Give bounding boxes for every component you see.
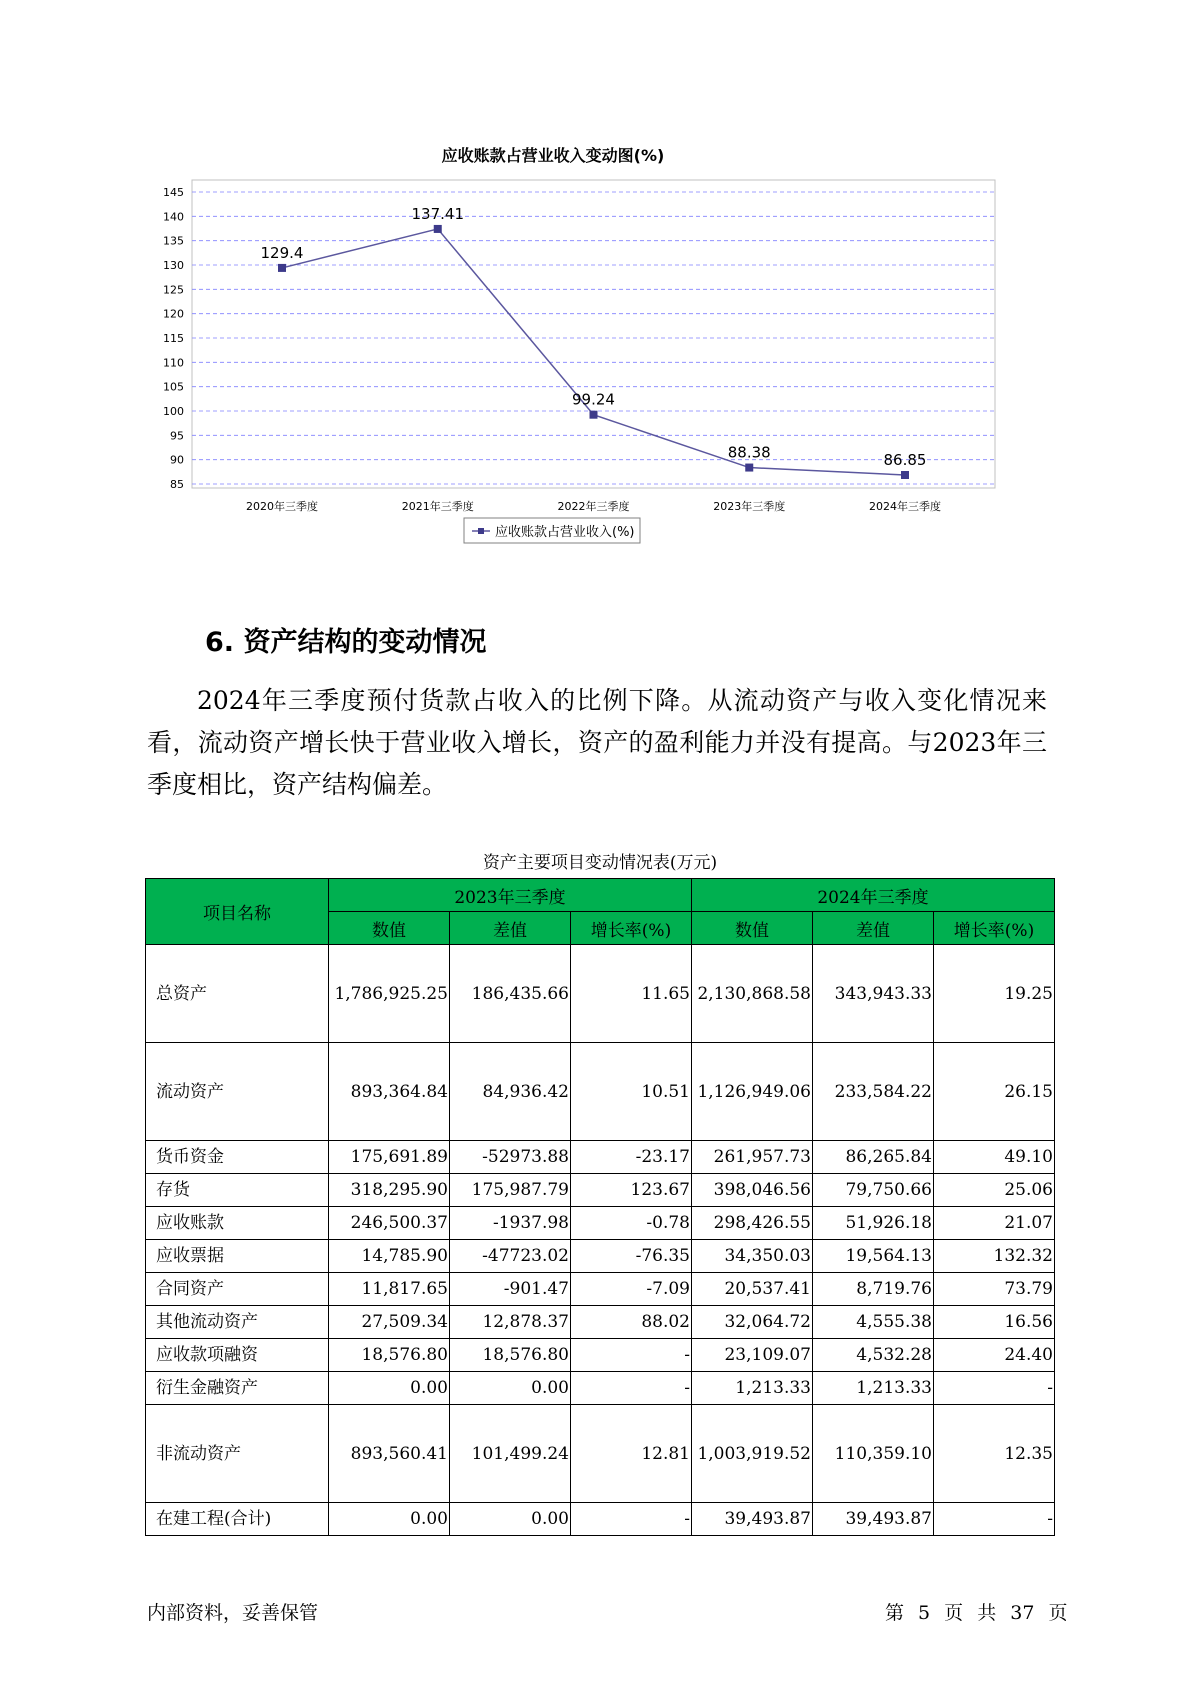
table-caption: 资产主要项目变动情况表(万元)	[482, 853, 718, 873]
table-row	[146, 1273, 1055, 1306]
table-cell: 39,493.87	[813, 1503, 934, 1536]
table-cell: -	[571, 1372, 692, 1405]
table-cell: 0.00	[329, 1503, 450, 1536]
x-tick-label: 2021年三季度	[401, 500, 474, 513]
x-tick-label: 2022年三季度	[557, 500, 630, 513]
table-cell: 1,213.33	[692, 1372, 813, 1405]
chart-title: 应收账款占营业收入变动图(%)	[441, 146, 665, 165]
table-cell: -7.09	[571, 1273, 692, 1306]
header-value: 数值	[329, 912, 450, 945]
row-label: 应收账款	[146, 1207, 329, 1240]
row-label: 应收款项融资	[146, 1339, 329, 1372]
data-point	[278, 264, 286, 272]
y-tick-label: 115	[163, 332, 184, 345]
table-cell: 175,691.89	[329, 1141, 450, 1174]
table-cell: -	[571, 1339, 692, 1372]
header-diff: 差值	[450, 912, 571, 945]
row-label: 衍生金融资产	[146, 1372, 329, 1405]
table-cell: 110,359.10	[813, 1405, 934, 1503]
table-cell: 132.32	[934, 1240, 1055, 1273]
table-cell: -0.78	[571, 1207, 692, 1240]
header-value: 数值	[692, 912, 813, 945]
footer-page-number: 第 5 页 共 37 页	[885, 1602, 1068, 1624]
table-row	[146, 1141, 1055, 1174]
table-cell: 11.65	[571, 945, 692, 1043]
data-point	[745, 464, 753, 472]
table-cell: 27,509.34	[329, 1306, 450, 1339]
row-label: 总资产	[146, 945, 329, 1043]
x-tick-label: 2020年三季度	[246, 500, 318, 513]
table-cell: 1,003,919.52	[692, 1405, 813, 1503]
data-label: 99.24	[572, 390, 615, 409]
data-label: 137.41	[411, 204, 464, 223]
table-cell: 10.51	[571, 1043, 692, 1141]
table-cell: 25.06	[934, 1174, 1055, 1207]
table-cell: -	[571, 1503, 692, 1536]
y-tick-label: 85	[170, 478, 184, 491]
y-axis-ticks	[163, 186, 184, 491]
table-cell: 186,435.66	[450, 945, 571, 1043]
table-cell: 19.25	[934, 945, 1055, 1043]
header-growth: 增长率(%)	[571, 912, 692, 945]
data-label: 129.4	[260, 243, 304, 262]
table-cell: 32,064.72	[692, 1306, 813, 1339]
table-body	[146, 945, 1055, 1536]
row-label: 货币资金	[146, 1141, 329, 1174]
row-label: 在建工程(合计)	[146, 1503, 329, 1536]
table-row	[146, 1207, 1055, 1240]
table-cell: 0.00	[450, 1503, 571, 1536]
table-cell: 101,499.24	[450, 1405, 571, 1503]
table-cell: 298,426.55	[692, 1207, 813, 1240]
row-label: 合同资产	[146, 1273, 329, 1306]
header-item-name: 项目名称	[146, 879, 329, 945]
table-cell: 26.15	[934, 1043, 1055, 1141]
table-row	[146, 1240, 1055, 1273]
table-cell: 21.07	[934, 1207, 1055, 1240]
table-row	[146, 1503, 1055, 1536]
table-cell: 318,295.90	[329, 1174, 450, 1207]
legend-label: 应收账款占营业收入(%)	[495, 525, 635, 540]
table-cell: 79,750.66	[813, 1174, 934, 1207]
table-row	[146, 1043, 1055, 1141]
table-cell: 11,817.65	[329, 1273, 450, 1306]
plot-area	[192, 180, 995, 488]
table-cell: 261,957.73	[692, 1141, 813, 1174]
table-cell: 88.02	[571, 1306, 692, 1339]
row-label: 流动资产	[146, 1043, 329, 1141]
table-cell: -1937.98	[450, 1207, 571, 1240]
header-diff: 差值	[813, 912, 934, 945]
table-cell: 175,987.79	[450, 1174, 571, 1207]
table-cell: 12.35	[934, 1405, 1055, 1503]
table-row	[146, 1339, 1055, 1372]
table-cell: 12,878.37	[450, 1306, 571, 1339]
table-cell: 18,576.80	[450, 1339, 571, 1372]
footer-confidential: 内部资料，妥善保管	[147, 1602, 319, 1624]
section-paragraph: 2024年三季度预付货款占收入的比例下降。从流动资产与收入变化情况来看，流动资产增长快于营业收入增长，资产的盈利能力并没有提高。与2023年三季度相比，资产结构偏差。	[147, 686, 1047, 799]
table-cell: 123.67	[571, 1174, 692, 1207]
table-cell: -	[934, 1503, 1055, 1536]
table-cell: 51,926.18	[813, 1207, 934, 1240]
legend	[464, 518, 640, 543]
row-label: 非流动资产	[146, 1405, 329, 1503]
table-cell: 0.00	[329, 1372, 450, 1405]
y-tick-label: 105	[163, 380, 184, 394]
table-cell: -76.35	[571, 1240, 692, 1273]
table-cell: 39,493.87	[692, 1503, 813, 1536]
chart-svg	[140, 135, 1030, 595]
table-cell: -901.47	[450, 1273, 571, 1306]
data-point	[434, 225, 442, 233]
table-cell: 18,576.80	[329, 1339, 450, 1372]
table-cell: 16.56	[934, 1306, 1055, 1339]
table-cell: 2,130,868.58	[692, 945, 813, 1043]
y-tick-label: 140	[163, 210, 184, 224]
table-cell: 8,719.76	[813, 1273, 934, 1306]
y-tick-label: 135	[163, 234, 184, 248]
asset-change-table	[145, 878, 1055, 1536]
table-row	[146, 1405, 1055, 1503]
table-cell: 893,560.41	[329, 1405, 450, 1503]
row-label: 其他流动资产	[146, 1306, 329, 1339]
y-tick-label: 95	[170, 429, 184, 443]
table-row	[146, 1372, 1055, 1405]
table-cell: 24.40	[934, 1339, 1055, 1372]
table-cell: 1,213.33	[813, 1372, 934, 1405]
table-cell: -	[934, 1372, 1055, 1405]
y-tick-label: 145	[163, 186, 184, 199]
table-cell: 49.10	[934, 1141, 1055, 1174]
table-cell: 1,786,925.25	[329, 945, 450, 1043]
table-cell: 398,046.56	[692, 1174, 813, 1207]
line-chart	[140, 135, 1030, 595]
header-group-2023: 2023年三季度	[329, 879, 692, 912]
y-tick-label: 100	[163, 405, 184, 418]
header-growth: 增长率(%)	[934, 912, 1055, 945]
table-cell: 4,555.38	[813, 1306, 934, 1339]
data-point	[590, 411, 598, 419]
table-cell: 0.00	[450, 1372, 571, 1405]
table-cell: 19,564.13	[813, 1240, 934, 1273]
legend-marker-icon	[478, 528, 484, 534]
data-label: 88.38	[727, 443, 771, 462]
table-cell: 4,532.28	[813, 1339, 934, 1372]
y-tick-label: 125	[163, 283, 184, 297]
data-point	[901, 471, 909, 479]
x-tick-label: 2023年三季度	[713, 500, 786, 513]
table-cell: 1,126,949.06	[692, 1043, 813, 1141]
table-cell: 233,584.22	[813, 1043, 934, 1141]
table-row	[146, 1174, 1055, 1207]
table-cell: 14,785.90	[329, 1240, 450, 1273]
table-row	[146, 1306, 1055, 1339]
x-axis-ticks	[246, 499, 941, 513]
table-cell: 86,265.84	[813, 1141, 934, 1174]
table-cell: 73.79	[934, 1273, 1055, 1306]
header-group-2024: 2024年三季度	[692, 879, 1055, 912]
y-tick-label: 90	[170, 453, 184, 467]
row-label: 应收票据	[146, 1240, 329, 1273]
row-label: 存货	[146, 1174, 329, 1207]
table-cell: 84,936.42	[450, 1043, 571, 1141]
table-cell: 343,943.33	[813, 945, 934, 1043]
x-tick-label: 2024年三季度	[869, 500, 941, 513]
table-cell: 20,537.41	[692, 1273, 813, 1306]
y-tick-label: 130	[163, 259, 184, 272]
table-cell: 34,350.03	[692, 1240, 813, 1273]
table-cell: 23,109.07	[692, 1339, 813, 1372]
table-cell: -52973.88	[450, 1141, 571, 1174]
table-cell: 893,364.84	[329, 1043, 450, 1141]
section-heading: 6. 资产结构的变动情况	[205, 627, 487, 658]
table-cell: 246,500.37	[329, 1207, 450, 1240]
table-row	[146, 945, 1055, 1043]
table-cell: -47723.02	[450, 1240, 571, 1273]
y-tick-label: 110	[163, 356, 184, 370]
y-tick-label: 120	[163, 307, 184, 321]
table-cell: 12.81	[571, 1405, 692, 1503]
table-cell: -23.17	[571, 1141, 692, 1174]
data-label: 86.85	[883, 450, 927, 469]
